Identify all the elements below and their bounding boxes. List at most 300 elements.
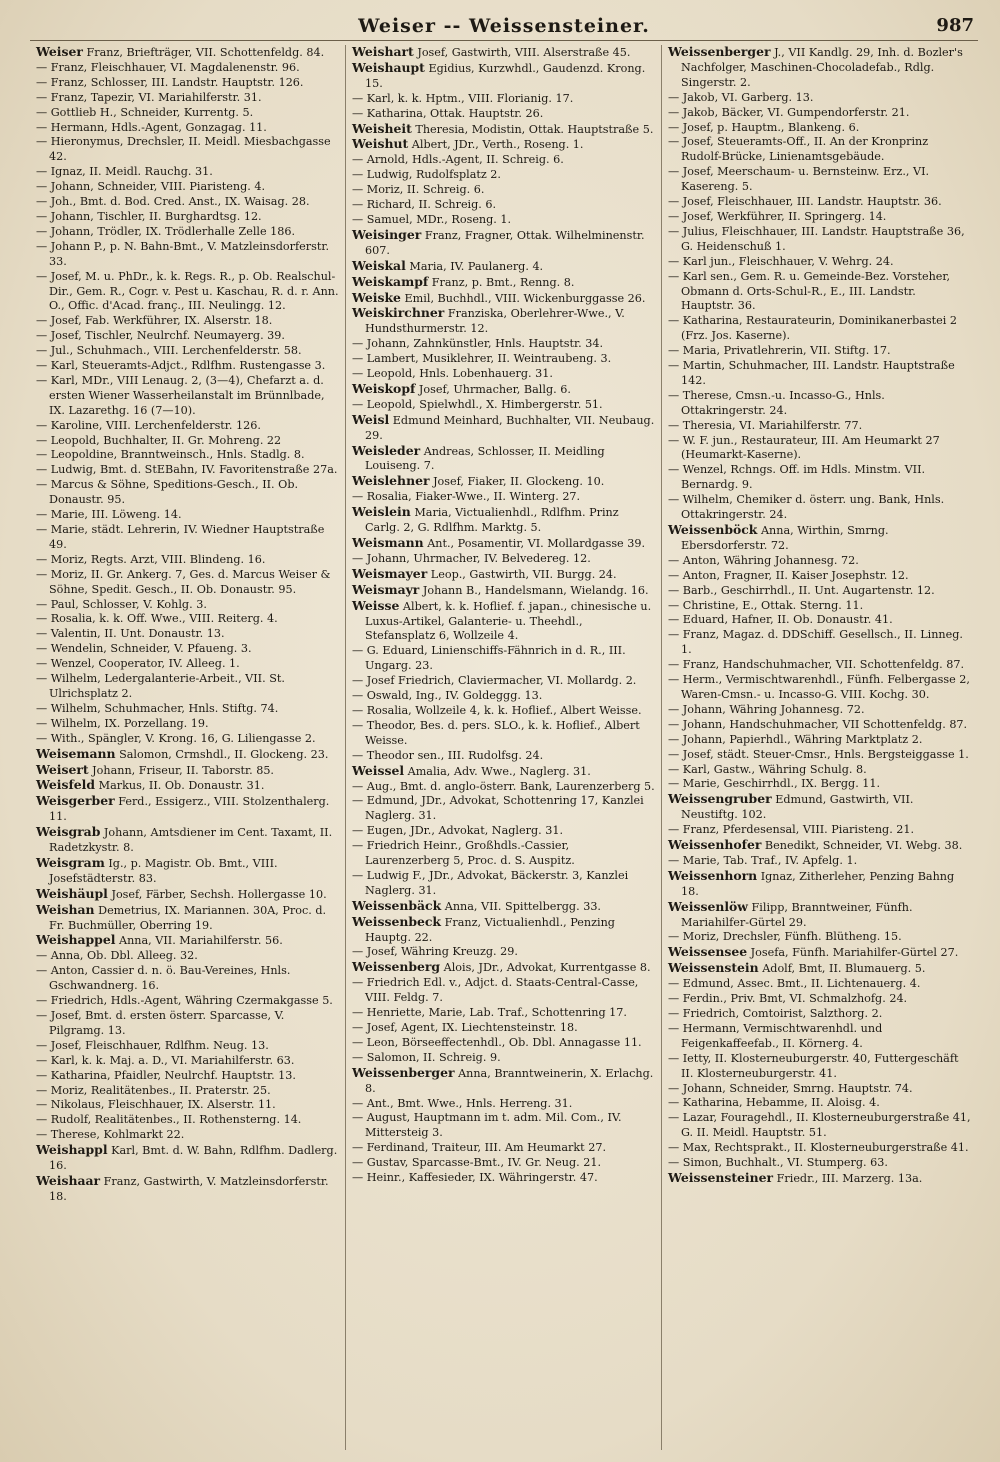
directory-entry <box>352 474 655 490</box>
directory-entry <box>668 673 972 703</box>
entry-text: J., VII Kandlg. 29, Inh. d. Bozler's Nachfolger, Maschinen-Chocoladefab., Rdlg. Singerstr. 2. <box>681 46 963 89</box>
directory-entry <box>668 628 972 658</box>
entry-text: — Therese, Cmsn.-u. Incasso-G., Hnls. Ottakringerstr. 24. <box>668 388 885 417</box>
entry-text: Ferd., Essigerz., VIII. Stolzenthalerg. 11. <box>49 795 330 824</box>
directory-entry <box>668 823 972 838</box>
directory-entry <box>352 183 655 198</box>
surname: Weissel <box>352 762 405 778</box>
entry-text: — August, Hauptmann im t. adm. Mil. Com., IV. Mittersteig 3. <box>352 1111 622 1140</box>
directory-entry <box>352 567 655 583</box>
entry-text: — Oswald, Ing., IV. Goldeggg. 13. <box>352 689 543 703</box>
entry-text: — Josef Friedrich, Claviermacher, VI. Mollardg. 2. <box>352 674 637 688</box>
directory-entry <box>668 718 972 733</box>
entry-text: — Katharina, Ottak. Hauptstr. 26. <box>352 106 544 120</box>
directory-entry <box>36 180 339 195</box>
entry-text: — Nikolaus, Fleischhauer, IX. Alserstr. 11. <box>36 1098 276 1112</box>
entry-text: — Johann, Handschuhmacher, VII Schottenfeldg. 87. <box>668 717 968 731</box>
directory-entry <box>668 584 972 599</box>
column-1 <box>30 45 346 1450</box>
directory-entry <box>36 903 339 934</box>
directory-entry <box>36 91 339 106</box>
directory-entry <box>36 856 339 887</box>
entry-text: — Josef, Fab. Werkführer, IX. Alserstr. 18. <box>36 314 273 328</box>
surname: Weissengruber <box>668 791 772 807</box>
entry-text: — Julius, Fleischhauer, III. Landstr. Hauptstraße 36, G. Heidenschuß 1. <box>668 224 965 253</box>
surname: Weisleder <box>352 442 421 458</box>
directory-entry <box>352 153 655 168</box>
directory-entry <box>352 1066 655 1097</box>
directory-entry <box>352 198 655 213</box>
directory-entry <box>668 121 972 136</box>
directory-entry <box>352 382 655 398</box>
entry-text: — Hermann, Hdls.-Agent, Gonzagag. 11. <box>36 120 267 134</box>
entry-text: — Johann, Uhrmacher, IV. Belvedereg. 12. <box>352 551 591 565</box>
directory-entry <box>668 210 972 225</box>
directory-entry <box>352 352 655 367</box>
entry-text: — Edmund, JDr., Advokat, Schottenring 17, Kanzlei Naglerg. 31. <box>352 794 644 823</box>
entry-text: — Anton, Währing Johannesg. 72. <box>668 553 859 567</box>
directory-entry <box>352 291 655 307</box>
surname: Weisse <box>352 597 400 613</box>
directory-entry <box>352 505 655 536</box>
entry-text: — Josef, Steueramts-Off., II. An der Kronprinz Rudolf-Brücke, Linienamtsgebäude. <box>668 135 929 164</box>
entry-text: Andreas, Schlosser, II. Meidling Louiseng. 7. <box>365 444 605 473</box>
entry-text: — Marcus & Söhne, Speditions-Gesch., II. Ob. Donaustr. 95. <box>36 478 299 507</box>
surname: Weishappl <box>36 1142 108 1158</box>
directory-entry <box>36 642 339 657</box>
surname: Weishaar <box>36 1172 101 1188</box>
directory-entry <box>668 1052 972 1082</box>
entry-text: Anna, Branntweinerin, X. Erlachg. 8. <box>365 1066 654 1095</box>
entry-text: — Lazar, Fouragehdl., II. Klosterneuburgerstraße 41, G. II. Meidl. Hauptstr. 51. <box>668 1111 971 1140</box>
directory-entry <box>36 121 339 136</box>
directory-entry <box>352 960 655 976</box>
directory-entry <box>668 91 972 106</box>
directory-entry <box>668 493 972 523</box>
entry-text: — Hermann, Vermischtwarenhdl. und Feigenkaffeefab., II. Körnerg. 4. <box>668 1021 883 1050</box>
entry-text: Benedikt, Schneider, VI. Webg. 38. <box>764 839 963 853</box>
entry-text: — Leopold, Hnls. Lobenhauerg. 31. <box>352 367 553 381</box>
entry-text: — Leopold, Spielwhdl., X. Himbergerstr. 51. <box>352 397 603 411</box>
entry-text: — Valentin, II. Unt. Donaustr. 13. <box>36 627 225 641</box>
entry-text: — Johann, Schneider, Smrng. Hauptstr. 74. <box>668 1081 913 1095</box>
directory-entry <box>352 719 655 749</box>
directory-entry <box>352 1021 655 1036</box>
entry-text: — Eduard, Hafner, II. Ob. Donaustr. 41. <box>668 613 893 627</box>
entry-text: Johann, Friseur, II. Taborstr. 85. <box>92 763 274 777</box>
entry-text: — Franz, Handschuhmacher, VII. Schottenfeldg. 87. <box>668 658 965 672</box>
surname: Weisemann <box>36 745 116 761</box>
directory-entry <box>352 976 655 1006</box>
entry-text: — Wenzel, Rchngs. Off. im Hdls. Minstm. VII. Bernardg. 9. <box>668 463 926 492</box>
entry-text: — Richard, II. Schreig. 6. <box>352 198 497 212</box>
surname: Weisgerber <box>36 793 115 809</box>
entry-text: Egidius, Kurzwhdl., Gaudenzd. Krong. 15. <box>365 61 646 90</box>
entry-text: — Arnold, Hdls.-Agent, II. Schreig. 6. <box>352 153 564 167</box>
directory-entry <box>668 869 972 900</box>
directory-entry <box>36 732 339 747</box>
directory-entry <box>668 359 972 389</box>
entry-text: — Karl sen., Gem. R. u. Gemeinde-Bez. Vorsteher, Obmann d. Orts-Schul-R., E., III. Landstr. Hauptstr. 36. <box>668 269 951 313</box>
directory-entry <box>668 900 972 931</box>
entry-text: — Barb., Geschirrhdl., II. Unt. Augartenstr. 12. <box>668 583 935 597</box>
directory-entry <box>352 490 655 505</box>
entry-text: — Rosalia, Wollzeile 4, k. k. Hoflief., Albert Weisse. <box>352 703 642 717</box>
surname: Weisfeld <box>36 777 96 793</box>
entry-text: — Karl, MDr., VIII Lenaug. 2, (3—4), Chefarzt a. d. ersten Wiener Wasserheilanstalt im Brünnlbade, IX. Lazarethg. 16 (7—10). <box>36 373 325 417</box>
directory-entry <box>352 1111 655 1141</box>
directory-entry <box>352 122 655 138</box>
entry-text: Johann B., Handelsmann, Wielandg. 16. <box>422 583 649 597</box>
entry-text: — Edmund, Assec. Bmt., II. Lichtenauerg. 4. <box>668 977 921 991</box>
entry-text: Edmund Meinhard, Buchhalter, VII. Neubaug. 29. <box>365 413 655 442</box>
entry-text: — Moriz, II. Schreig. 6. <box>352 183 485 197</box>
entry-text: — Friedrich, Hdls.-Agent, Währing Czermakgasse 5. <box>36 994 333 1008</box>
directory-entry <box>352 1097 655 1112</box>
entry-text: Adolf, Bmt, II. Blumauerg. 5. <box>762 962 926 976</box>
directory-entry <box>352 839 655 869</box>
directory-entry <box>668 569 972 584</box>
directory-entry <box>352 749 655 764</box>
surname: Weissenberger <box>668 45 771 59</box>
directory-entry <box>36 1054 339 1069</box>
entry-text: — Aug., Bmt. d. anglo-österr. Bank, Laurenzerberg 5. <box>352 779 655 793</box>
directory-entry <box>36 270 339 315</box>
entry-text: — Jakob, Bäcker, VI. Gumpendorferstr. 21. <box>668 105 910 119</box>
directory-entry <box>668 1082 972 1097</box>
entry-text: — Johann, Tischler, II. Burghardtsg. 12. <box>36 209 262 223</box>
entry-text: — Joh., Bmt. d. Bod. Cred. Anst., IX. Waisag. 28. <box>36 195 310 209</box>
directory-entry <box>668 255 972 270</box>
entry-text: — Friedrich Edl. v., Adjct. d. Staats-Central-Casse, VIII. Feldg. 7. <box>352 976 639 1005</box>
directory-entry <box>36 210 339 225</box>
directory-entry <box>36 672 339 702</box>
entry-text: Albert, k. k. Hoflief. f. japan., chinesische u. Luxus-Artikel, Galanterie- u. Theehdl., Stefansplatz 6, Wollzeile 4. <box>365 599 652 643</box>
entry-text: — Paul, Schlosser, V. Kohlg. 3. <box>36 597 207 611</box>
entry-text: — Josef, Fleischhauer, III. Landstr. Hauptstr. 36. <box>668 195 942 209</box>
directory-entry <box>36 344 339 359</box>
surname: Weishut <box>352 136 409 152</box>
entry-text: — Ant., Bmt. Wwe., Hnls. Herreng. 31. <box>352 1096 573 1110</box>
entry-text: — Ferdinand, Traiteur, III. Am Heumarkt 27. <box>352 1141 607 1155</box>
directory-entry <box>36 657 339 672</box>
column-2 <box>346 45 662 1450</box>
entry-text: — Martin, Schuhmacher, III. Landstr. Hauptstraße 142. <box>668 359 955 387</box>
entry-text: — Christine, E., Ottak. Sterng. 11. <box>668 598 864 612</box>
entry-text: Franz, Victualienhdl., Penzing Hauptg. 22. <box>365 915 615 944</box>
directory-entry <box>36 568 339 598</box>
directory-entry <box>36 702 339 717</box>
directory-entry <box>668 434 972 464</box>
entry-text: Albert, JDr., Verth., Roseng. 1. <box>411 138 584 152</box>
directory-entry <box>668 748 972 763</box>
directory-entry <box>668 523 972 554</box>
directory-entry <box>352 1006 655 1021</box>
entry-text: Maria, Victualienhdl., Rdlfhm. Prinz Carlg. 2, G. Rdlfhm. Marktg. 5. <box>365 506 619 535</box>
directory-entry <box>352 552 655 567</box>
directory-entry <box>36 627 339 642</box>
surname: Weissenbäck <box>352 897 442 913</box>
entry-text: — Moriz, Drechsler, Fünfh. Blütheng. 15. <box>668 930 902 944</box>
surname: Weissenhofer <box>668 837 762 853</box>
surname: Weiser <box>36 45 83 59</box>
directory-entry <box>36 1098 339 1113</box>
entry-text: — Wilhelm, IX. Porzellang. 19. <box>36 716 209 730</box>
entry-text: — Karl, k. k. Maj. a. D., VI. Mariahilferstr. 63. <box>36 1053 295 1067</box>
surname: Weiske <box>352 289 401 305</box>
directory-entry <box>668 1096 972 1111</box>
directory-entry <box>668 195 972 210</box>
entry-text: — Josef, Meerschaum- u. Bernsteinw. Erz., VI. Kasereng. 5. <box>668 165 930 194</box>
columns <box>30 45 978 1450</box>
entry-text: — Katharina, Hebamme, II. Aloisg. 4. <box>668 1096 880 1110</box>
directory-entry <box>668 1171 972 1187</box>
entry-text: — Josef, Werkführer, II. Springerg. 14. <box>668 209 887 223</box>
entry-text: — Therese, Kohlmarkt 22. <box>36 1128 185 1142</box>
entry-text: Josef, Fiaker, II. Glockeng. 10. <box>433 475 605 489</box>
entry-text: — Friedrich Heinr., Großhdls.-Cassier, Laurenzerberg 5, Proc. d. S. Auspitz. <box>352 839 575 868</box>
directory-entry <box>352 1156 655 1171</box>
surname: Weishaupt <box>352 59 425 75</box>
entry-text: Josef, Färber, Sechsh. Hollergasse 10. <box>111 887 327 901</box>
directory-entry <box>36 794 339 825</box>
directory-entry <box>668 599 972 614</box>
entry-text: — Johann, Zahnkünstler, Hnls. Hauptstr. 34. <box>352 337 604 351</box>
entry-text: — Franz, Schlosser, III. Landstr. Hauptstr. 126. <box>36 75 304 89</box>
surname: Weishäupl <box>36 885 108 901</box>
entry-text: Alois, JDr., Advokat, Kurrentgasse 8. <box>443 961 651 975</box>
entry-text: Edmund, Gastwirth, VII. Neustiftg. 102. <box>681 793 914 822</box>
entry-text: — Leopoldine, Branntweinsch., Hnls. Stadlg. 8. <box>36 448 305 462</box>
entry-text: — Moriz, Realitätenbes., II. Praterstr. 25. <box>36 1083 271 1097</box>
entry-text: — Ludwig, Rudolfsplatz 2. <box>352 168 501 182</box>
entry-text: Karl, Bmt. d. W. Bahn, Rdlfhm. Dadlerg. 16. <box>49 1144 338 1173</box>
entry-text: Leop., Gastwirth, VII. Burgg. 24. <box>430 567 617 581</box>
entry-text: — Josef, M. u. PhDr., k. k. Regs. R., p. Ob. Realschul-Dir., Gem. R., Cogr. v. Pest u. Kaschau, R. d. r. Ann. O., Offic. d'Acad. franç., III. Neulingg. 12. <box>36 269 339 313</box>
entry-text: — Wilhelm, Chemiker d. österr. ung. Bank, Hnls. Ottakringerstr. 24. <box>668 493 945 522</box>
directory-entry <box>668 945 972 961</box>
directory-entry <box>352 92 655 107</box>
entry-text: — Leon, Börseeffectenhdl., Ob. Dbl. Annagasse 11. <box>352 1035 642 1049</box>
directory-entry <box>352 213 655 228</box>
entry-text: — Karl, Gastw., Währing Schulg. 8. <box>668 762 867 776</box>
directory-entry <box>36 225 339 240</box>
directory-entry <box>668 344 972 359</box>
entry-text: — Salomon, II. Schreig. 9. <box>352 1050 501 1064</box>
entry-text: Filipp, Branntweiner, Fünfh. Mariahilfer-Gürtel 29. <box>681 900 913 929</box>
column-3 <box>662 45 978 1450</box>
directory-entry <box>352 824 655 839</box>
entry-text: — Eugen, JDr., Advokat, Naglerg. 31. <box>352 824 564 838</box>
entry-text: — Gottlieb H., Schneider, Kurrentg. 5. <box>36 105 254 119</box>
entry-text: Josefa, Fünfh. Mariahilfer-Gürtel 27. <box>750 946 959 960</box>
directory-entry <box>352 869 655 899</box>
directory-entry <box>36 1039 339 1054</box>
directory-entry <box>668 961 972 977</box>
directory-entry <box>36 508 339 523</box>
entry-text: Amalia, Adv. Wwe., Naglerg. 31. <box>407 764 591 778</box>
entry-text: — Henriette, Marie, Lab. Traf., Schottenring 17. <box>352 1006 627 1020</box>
directory-entry <box>352 899 655 915</box>
entry-text: — Theodor, Bes. d. pers. SLO., k. k. Hoflief., Albert Weisse. <box>352 718 640 747</box>
directory-entry <box>352 704 655 719</box>
entry-text: — Lambert, Musiklehrer, II. Weintraubeng. 3. <box>352 352 612 366</box>
directory-entry <box>668 658 972 673</box>
surname: Weiskirchner <box>352 305 445 321</box>
entry-text: Ant., Posamentir, VI. Mollardgasse 39. <box>427 537 646 550</box>
surname: Weissenbeck <box>352 913 442 929</box>
directory-entry <box>36 165 339 180</box>
directory-entry <box>352 1171 655 1186</box>
entry-text: — Marie, Tab. Traf., IV. Apfelg. 1. <box>668 853 858 867</box>
entry-text: — Heinr., Kaffesieder, IX. Währingerstr. 47. <box>352 1171 598 1185</box>
surname: Weisinger <box>352 226 422 242</box>
directory-entry <box>352 275 655 291</box>
directory-entry <box>352 599 655 645</box>
entry-text: Josef, Gastwirth, VIII. Alserstraße 45. <box>417 46 631 59</box>
directory-entry <box>668 225 972 255</box>
directory-entry <box>668 992 972 1007</box>
entry-text: — Leopold, Buchhalter, II. Gr. Mohreng. 22 <box>36 433 282 447</box>
directory-entry <box>36 949 339 964</box>
entry-text: — Josef, städt. Steuer-Cmsr., Hnls. Bergsteiggasse 1. <box>668 747 969 761</box>
surname: Weissensteiner <box>668 1169 774 1185</box>
entry-text: Markus, II. Ob. Donaustr. 31. <box>98 779 265 793</box>
directory-entry <box>36 994 339 1009</box>
directory-entry <box>36 553 339 568</box>
entry-text: — Johann, Trödler, IX. Trödlerhalle Zelle 186. <box>36 224 296 238</box>
directory-entry <box>352 168 655 183</box>
directory-entry <box>668 463 972 493</box>
directory-entry <box>36 76 339 91</box>
entry-text: — Johann P., p. N. Bahn-Bmt., V. Matzleinsdorferstr. 33. <box>36 239 330 268</box>
directory-entry <box>668 1007 972 1022</box>
entry-text: — Moriz, II. Gr. Ankerg. 7, Ges. d. Marcus Weiser & Söhne, Spedit. Gesch., II. Ob. Donaustr. 95. <box>36 567 331 596</box>
entry-text: — Anton, Cassier d. n. ö. Bau-Vereines, Hnls. Gschwandnerg. 16. <box>36 964 291 993</box>
entry-text: — Friedrich, Comtoirist, Salzthorg. 2. <box>668 1007 883 1020</box>
surname: Weissensee <box>668 944 748 960</box>
entry-text: — Hieronymus, Drechsler, II. Meidl. Miesbachgasse 42. <box>36 135 331 164</box>
directory-entry <box>36 1084 339 1099</box>
directory-entry <box>352 674 655 689</box>
entry-text: Anna, Wirthin, Smrng. Ebersdorferstr. 72. <box>681 524 889 552</box>
entry-text: Franz, p. Bmt., Renng. 8. <box>431 275 575 289</box>
surname: Weisl <box>352 411 390 427</box>
entry-text: Emil, Buchhdl., VIII. Wickenburggasse 26. <box>404 291 646 305</box>
entry-text: Ig., p. Magistr. Ob. Bmt., VIII. Josefstädterstr. 83. <box>49 856 278 885</box>
surname: Weissenstein <box>668 960 759 976</box>
surname: Weismann <box>352 535 424 550</box>
entry-text: — Ludwig, Bmt. d. StEBahn, IV. Favoritenstraße 27a. <box>36 463 338 477</box>
surname: Weislehner <box>352 473 430 489</box>
directory-entry <box>352 444 655 475</box>
entry-text: — Johann, Schneider, VIII. Piaristeng. 4. <box>36 180 266 194</box>
directory-entry <box>36 778 339 794</box>
directory-entry <box>36 61 339 76</box>
surname: Weisgram <box>36 854 105 870</box>
surname: Weisheit <box>352 120 412 136</box>
entry-text: Demetrius, IX. Mariannen. 30A, Proc. d. Fr. Buchmüller, Oberring 19. <box>49 903 327 932</box>
entry-text: — Simon, Buchhalt., VI. Stumperg. 63. <box>668 1156 888 1170</box>
surname: Weissenlöw <box>668 898 748 914</box>
surname: Weismayr <box>352 581 420 597</box>
surname: Weisert <box>36 761 89 777</box>
surname: Weishart <box>352 45 414 59</box>
entry-text: Friedr., III. Marzerg. 13a. <box>776 1171 923 1185</box>
directory-entry <box>668 1141 972 1156</box>
directory-entry <box>36 964 339 994</box>
entry-text: — Karoline, VIII. Lerchenfelderstr. 126. <box>36 418 261 432</box>
entry-text: — Josef, Bmt. d. ersten österr. Sparcasse, V. Pilgramg. 13. <box>36 1009 285 1037</box>
entry-text: — Karl, Steueramts-Adjct., Rdlfhm. Rustengasse 3. <box>36 359 326 373</box>
running-title: Weiser -- Weissensteiner. <box>358 15 650 37</box>
directory-entry <box>352 137 655 153</box>
directory-entry <box>36 1113 339 1128</box>
directory-entry <box>36 374 339 419</box>
entry-text: — Josef, p. Hauptm., Blankeng. 6. <box>668 120 860 134</box>
directory-entry <box>668 106 972 121</box>
directory-entry <box>668 1022 972 1052</box>
surname: Weiskampf <box>352 273 429 289</box>
entry-text: — Samuel, MDr., Roseng. 1. <box>352 212 512 226</box>
entry-text: — Josef, Währing Kreuzg. 29. <box>352 945 518 959</box>
surname: Weisgrab <box>36 824 101 840</box>
directory-entry <box>36 419 339 434</box>
directory-entry <box>352 107 655 122</box>
entry-text: — Ferdin., Priv. Bmt, VI. Schmalzhofg. 24. <box>668 992 908 1006</box>
entry-text: — Katharina, Pfaidler, Neulrchf. Hauptstr. 13. <box>36 1068 296 1082</box>
entry-text: Anna, VII. Spittelbergg. 33. <box>444 899 601 913</box>
entry-text: Ignaz, Zitherleher, Penzing Bahng 18. <box>681 869 955 898</box>
entry-text: — Josef, Fleischhauer, Rdlfhm. Neug. 13. <box>36 1038 269 1052</box>
entry-text: Josef, Uhrmacher, Ballg. 6. <box>418 382 571 396</box>
directory-entry <box>352 945 655 960</box>
directory-entry <box>668 165 972 195</box>
entry-text: Johann, Amtsdiener im Cent. Taxamt, II. Radetzkystr. 8. <box>49 826 333 855</box>
surname: Weiskopf <box>352 380 416 396</box>
directory-entry <box>668 792 972 823</box>
directory-entry <box>668 838 972 854</box>
entry-text: — Wenzel, Cooperator, IV. Alleeg. 1. <box>36 657 240 671</box>
entry-text: — Jakob, VI. Garberg. 13. <box>668 90 814 104</box>
entry-text: — Karl jun., Fleischhauer, V. Wehrg. 24. <box>668 254 894 268</box>
directory-entry <box>668 419 972 434</box>
directory-entry <box>36 463 339 478</box>
directory-entry <box>36 933 339 949</box>
directory-entry <box>36 448 339 463</box>
directory-entry <box>668 1111 972 1141</box>
entry-text: — Rosalia, k. k. Off. Wwe., VIII. Reiterg. 4. <box>36 612 278 626</box>
entry-text: — Ietty, II. Klosterneuburgerstr. 40, Futtergeschäft II. Klosterneuburgerstr. 41. <box>668 1051 959 1080</box>
directory-entry <box>36 1069 339 1084</box>
entry-text: — Wilhelm, Ledergalanterie-Arbeit., VII. St. Ulrichsplatz 2. <box>36 672 285 700</box>
directory-entry <box>36 106 339 121</box>
entry-text: — Wendelin, Schneider, V. Pfaueng. 3. <box>36 642 252 656</box>
directory-entry <box>352 45 655 61</box>
entry-text: — Moriz, Regts. Arzt, VIII. Blindeng. 16. <box>36 552 266 566</box>
directory-entry <box>352 337 655 352</box>
entry-text: — Josef, Agent, IX. Liechtensteinstr. 18. <box>352 1021 578 1034</box>
directory-entry <box>352 1141 655 1156</box>
directory-entry <box>36 1143 339 1174</box>
entry-text: — Johann, Papierhdl., Währing Marktplatz 2. <box>668 732 923 746</box>
entry-text: — Herm., Vermischtwarenhdl., Fünfh. Felbergasse 2, Waren-Cmsn.- u. Incasso-G. VIII. Kochg. 30. <box>668 673 970 701</box>
entry-text: — Franz, Magaz. d. DDSchiff. Gesellsch., II. Linneg. 1. <box>668 628 963 657</box>
directory-entry <box>36 1174 339 1205</box>
directory-entry <box>352 413 655 444</box>
directory-entry <box>668 613 972 628</box>
directory-entry <box>36 1009 339 1039</box>
